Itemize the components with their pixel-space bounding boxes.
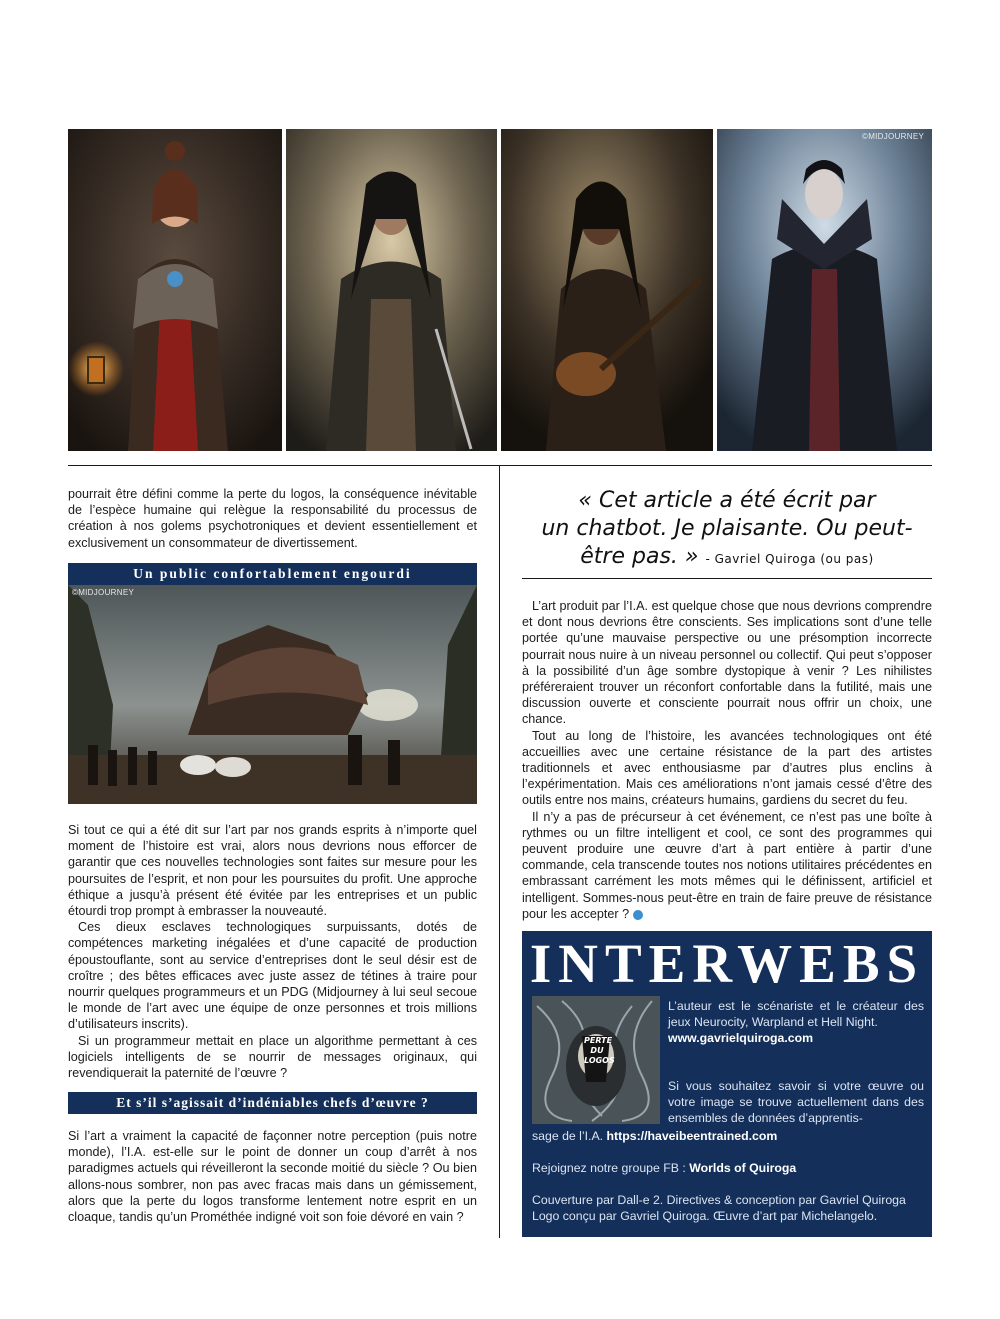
section-1-body bbox=[68, 822, 477, 1081]
portrait-guitarist bbox=[501, 129, 713, 451]
interwebs-title: INTERWEBS bbox=[529, 933, 925, 994]
pull-quote bbox=[522, 487, 932, 573]
credits-line-2: Logo conçu par Gavriel Quiroga. Œuvre d’art par Michelangelo. bbox=[532, 1209, 878, 1223]
portrait-vampire bbox=[717, 129, 932, 451]
dataset-text: Si vous souhaitez savoir si votre œuvre ou votre image se trouve actuellement dans des ensembles de données d’apprentis- bbox=[668, 1079, 924, 1125]
subhead-public: Un public confortablement engourdi bbox=[68, 563, 477, 585]
quote-line: un chatbot. Je plaisante. Ou peut- bbox=[541, 516, 913, 541]
quote-line: « Cet article a été écrit par bbox=[578, 488, 876, 513]
paragraph: Tout au long de l’histoire, les avancées technologiques ont été accueillies avec une certaine résistance de la part des artistes traditionnels et avec enthousiasme par d’autres plus enclins à l’expérimentation. Mais ces améliorations n’ont jamais cessé d’être des outils entre nos mains, créateurs humains, gardiens du secret du feu. bbox=[522, 728, 932, 808]
image-credit: ©MIDJOURNEY bbox=[862, 132, 925, 141]
right-body bbox=[522, 598, 932, 922]
quote-rule bbox=[522, 578, 932, 579]
author-url-link[interactable]: www.gavrielquiroga.com bbox=[668, 1031, 814, 1045]
procession-illustration bbox=[68, 585, 477, 804]
book-cover-image bbox=[532, 996, 660, 1124]
paragraph: Ces dieux esclaves technologiques surpuissants, dotés de compétences marketing inégalées et d’une capacité de production époustouflante, sont au service d’entreprises dont le seul désir est de croître ; des bêtes efficaces avec juste assez de tétines à traire pour nourrir quelques programmeurs et un PDG (Midjourney à lui seul secoue le monde de l’art avec une équipe de onze personnes et trois millions d’utilisateurs inscrits). bbox=[68, 920, 477, 1032]
fb-group-link[interactable]: Worlds of Quiroga bbox=[689, 1161, 797, 1175]
column-divider bbox=[499, 466, 500, 1238]
portrait-swordsman bbox=[286, 129, 497, 451]
subhead-masterpieces: Et s’il s’agissait d’indéniables chefs d’œuvre ? bbox=[68, 1092, 477, 1114]
dataset-url-link[interactable]: https://haveibeentrained.com bbox=[606, 1129, 778, 1143]
paragraph: L’art produit par l’I.A. est quelque chose que nous devrions comprendre et dont nous devrions être conscients. Ses implications sont d’une telle portée qu’une mauvaise perspective ou une présomption incorrecte pourrait nous nuire à un niveau personnel ou collectif. Qui peut s’opposer à la possibilité d’un âge sombre dystopique à venir ? Les nihilistes préféreraient trouver un réconfort confortable dans la futilité, mais une discussion ouverte et consciente pourrait nous offrir un choix, une chance. bbox=[522, 599, 932, 727]
quote-attribution: - Gavriel Quiroga (ou pas) bbox=[705, 552, 874, 566]
image-credit: ©MIDJOURNEY bbox=[72, 588, 135, 597]
section-rule bbox=[68, 465, 932, 466]
intro-paragraph: pourrait être défini comme la perte du logos, la conséquence inévitable de l’espèce humaine qui relègue la responsabilité du processus de création à nos golems psychotroniques et devient essentiellement et exclusivement un consommateur de divertissement. bbox=[68, 487, 477, 550]
author-bio: L’auteur est le scénariste et le créateur des jeux Neurocity, Warpland et Hell Night. www.gavrielquiroga.com bbox=[668, 999, 924, 1045]
quote-line: être pas. » bbox=[580, 544, 699, 569]
credits-line-1: Couverture par Dall-e 2. Directives & conception par Gavriel Quiroga bbox=[532, 1193, 906, 1207]
section-2-body: Si l’art a vraiment la capacité de façonner notre perception (puis notre monde), l’I.A. est-elle sur le point de donner un coup d’arrêt à nos paradigmes actuels qui réveilleront la seconde moitié du siècle ? Ou bien allons-nous sombrer, non pas avec fracas mais dans un gémissement, alors que la perte du logos transforme lentement notre esprit en un cloaque, tandis qu’un Prométhée indigné voit son foie dévoré en vain ? bbox=[68, 1129, 477, 1225]
portrait-warrior-woman bbox=[68, 129, 282, 451]
paragraph: Si un programmeur mettait en place un algorithme permettant à ces logiciels intelligents de se nourrir de messages originaux, qui revendiquerait la paternité de l’œuvre ? bbox=[68, 1033, 477, 1081]
book-cover-title: PERTE DU LOGOS bbox=[584, 1036, 615, 1065]
end-mark-icon: G bbox=[633, 910, 643, 920]
paragraph: Si tout ce qui a été dit sur l’art par nos grands esprits à n’importe quel moment de l’histoire est vrai, alors nous devrions nous efforcer de garantir que ces nouvelles technologies sont faites sur mesure pour les poursuites de l’esprit, et non pour les poursuites du profit. Une approche éthique a jusqu’à présent été évitée par les entreprises et un public étourdi trop prompt à embrasser la nouveauté. bbox=[68, 823, 477, 919]
interwebs-box bbox=[522, 931, 932, 1237]
paragraph: Il n’y a pas de précurseur à cet événement, ce n’est pas une boîte à rythmes ou un filtre intelligent et cool, ce sont des programmes qui peuvent produire une œuvre d’art à part entière à partir d’une commande, cela transcende toutes nos notions utilitaires précédentes en embrassant carrément les mots mêmes qui le définissent, artificiel et intelligent. Sommes-nous peut-être en train de faire preuve de résistance pour les accepter ? G bbox=[522, 809, 932, 921]
dataset-line: sage de l’I.A. https://haveibeentrained.com bbox=[532, 1129, 778, 1143]
fb-line: Rejoignez notre groupe FB : Worlds of Quiroga bbox=[532, 1161, 797, 1175]
